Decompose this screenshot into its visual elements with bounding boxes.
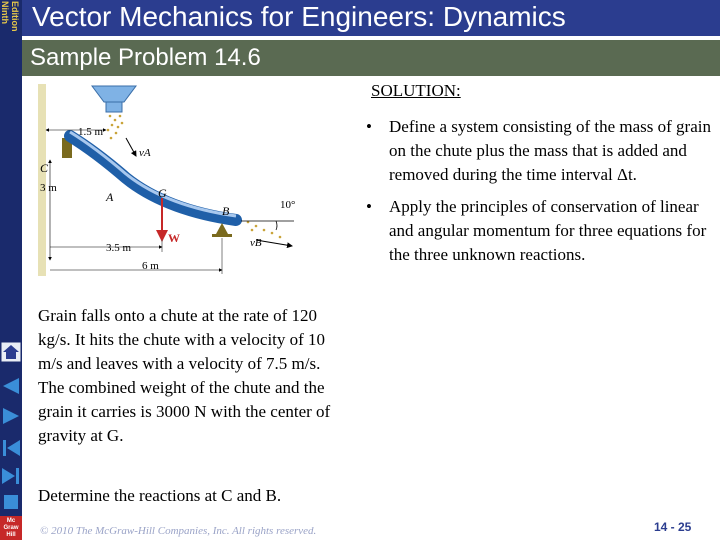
weight-label: W (168, 231, 180, 245)
left-strip (0, 0, 22, 540)
solution-list (366, 115, 711, 275)
label-b: B (222, 204, 230, 218)
exit-icon (0, 491, 22, 513)
solution-heading: SOLUTION: (371, 81, 461, 100)
previous-button[interactable] (0, 375, 22, 397)
solution-bullet-2: • Apply the principles of conservation of linear and angular momentum for three equations for the three unknown reactions. (366, 195, 711, 267)
page-subtitle: Sample Problem 14.6 (30, 44, 261, 71)
wall (38, 84, 46, 276)
previous-icon (0, 375, 22, 397)
falling-grain (107, 115, 124, 140)
problem-statement: Grain falls onto a chute at the rate of 120 kg/s. It hits the chute with a velocity of 10 m/s and leaves with a velocity of 7.5 m/s. The combined weight of the chute and the grain it carries is 3000 N with the center of gravity at G. (38, 306, 331, 445)
dim-3: 3 m (40, 182, 57, 194)
velocity-a-label: vA (139, 147, 151, 159)
angle-label: 10° (280, 199, 296, 211)
velocity-b-label: vB (250, 237, 262, 249)
home-icon (0, 341, 22, 363)
problem-determine: Determine the reactions at C and B. (38, 486, 282, 505)
page-number: 14 - 25 (654, 520, 692, 534)
title-bar (22, 0, 720, 36)
label-g: G (158, 186, 167, 200)
exit-button[interactable] (0, 491, 22, 513)
roller-support-b (216, 223, 228, 234)
page-title: Vector Mechanics for Engineers: Dynamics (32, 1, 566, 32)
dim-3-5: 3.5 m (106, 242, 132, 254)
first-icon (0, 437, 22, 459)
velocity-a-arrow (126, 138, 136, 156)
home-button[interactable] (0, 341, 22, 363)
solution-bullet-1: • Define a system consisting of the mass of grain on the chute plus the mass that is added and removed during the time interval Δt. (366, 115, 711, 187)
copyright: © 2010 The McGraw-Hill Companies, Inc. All rights reserved. (40, 525, 317, 537)
mcgraw-hill-logo: Mc Graw Hill (0, 516, 22, 540)
next-icon (0, 405, 22, 427)
hopper (92, 86, 136, 102)
edition-line-1: Ninth (0, 1, 10, 24)
last-icon (0, 465, 22, 487)
dim-1-5: 1.5 m (78, 126, 104, 138)
chute-diagram (36, 80, 340, 276)
last-button[interactable] (0, 465, 22, 487)
next-button[interactable] (0, 405, 22, 427)
edition-label (0, 0, 22, 44)
label-c: C (40, 161, 49, 175)
label-a: A (106, 190, 114, 204)
first-button[interactable] (0, 437, 22, 459)
dim-6: 6 m (142, 260, 159, 272)
subtitle-bar (22, 40, 720, 76)
edition-line-2: Edition (10, 1, 20, 32)
